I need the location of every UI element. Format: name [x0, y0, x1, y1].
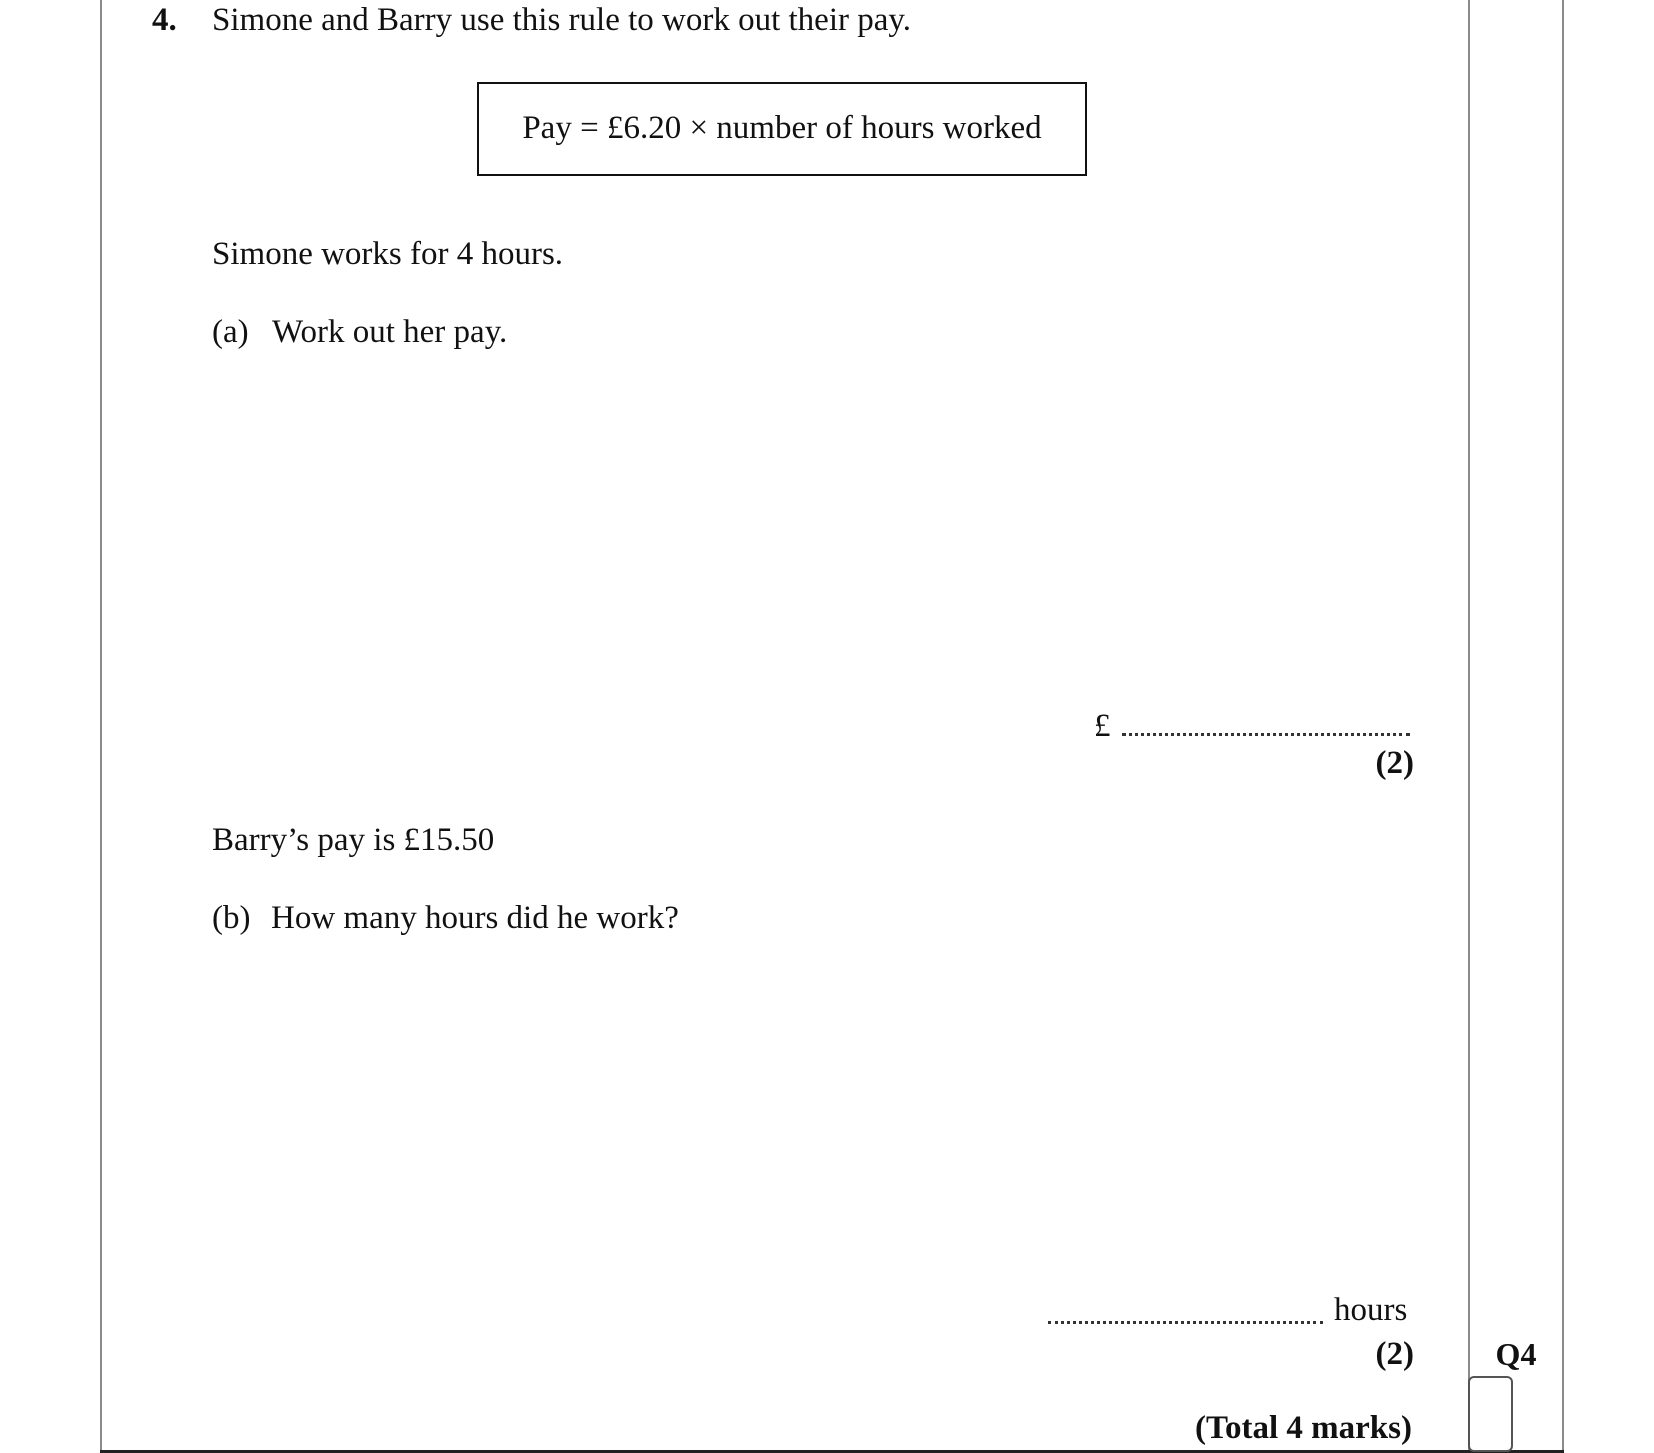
- pay-rule-box: [477, 82, 1087, 176]
- question-stem: Simone and Barry use this rule to work out their pay.: [212, 2, 911, 38]
- marks-column-line: [1468, 0, 1470, 1451]
- part-b-question: How many hours did he work?: [271, 900, 679, 936]
- pay-rule-text: Pay = £6.20 × number of hours worked: [522, 110, 1042, 146]
- question-number: 4.: [152, 2, 177, 38]
- examiner-score-box[interactable]: [1468, 1376, 1513, 1452]
- total-marks: (Total 4 marks): [1195, 1410, 1412, 1446]
- part-b-label: (b): [212, 900, 251, 936]
- left-margin-line: [100, 0, 102, 1451]
- part-a-marks: (2): [1375, 745, 1414, 781]
- simone-context: Simone works for 4 hours.: [212, 236, 564, 272]
- answer-b-line[interactable]: [1048, 1321, 1323, 1324]
- right-margin-line: [1562, 0, 1564, 1451]
- part-b-marks: (2): [1375, 1336, 1414, 1372]
- barry-context: Barry’s pay is £15.50: [212, 822, 495, 858]
- answer-a-line[interactable]: [1122, 733, 1410, 736]
- part-a-label: (a): [212, 314, 249, 350]
- answer-a-currency-symbol: £: [1094, 708, 1111, 744]
- part-a-question: Work out her pay.: [272, 314, 508, 350]
- answer-b-unit: hours: [1334, 1292, 1408, 1328]
- question-margin-label: Q4: [1495, 1336, 1537, 1372]
